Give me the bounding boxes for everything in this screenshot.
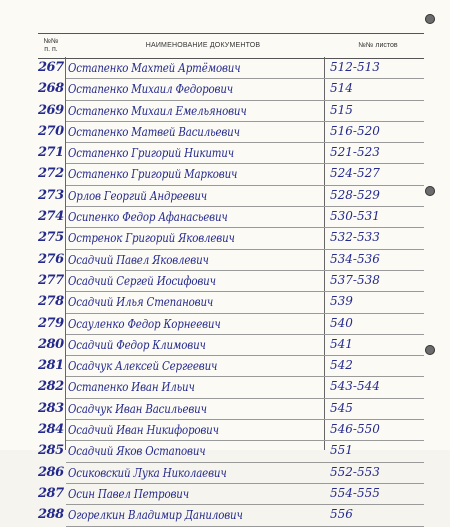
number-label-line2: п. п.	[44, 46, 58, 53]
row-number: 277	[38, 272, 64, 288]
row-number: 272	[38, 166, 64, 182]
document-name: Остапенко Иван Ильич	[68, 379, 195, 395]
sheet-numbers: 539	[330, 294, 353, 309]
sheet-numbers: 554-555	[330, 485, 380, 500]
table-row	[38, 186, 424, 207]
document-name: Остапенко Григорий Маркович	[68, 166, 238, 182]
row-number: 269	[38, 102, 64, 118]
document-name: Осин Павел Петрович	[68, 485, 189, 501]
table-row	[38, 58, 424, 79]
row-number: 278	[38, 294, 64, 310]
document-name: Остапенко Григорий Никитич	[68, 145, 234, 161]
table-row	[38, 335, 424, 356]
table-row	[38, 441, 424, 462]
document-name: Осадчий Илья Степанович	[68, 294, 214, 310]
documents-table	[38, 33, 424, 523]
column-header-number	[41, 38, 61, 54]
sheet-numbers: 528-529	[330, 187, 380, 202]
table-row	[38, 250, 424, 271]
table-row	[38, 271, 424, 292]
sheet-numbers: 546-550	[330, 422, 380, 437]
sheet-numbers: 537-538	[330, 272, 380, 287]
table-row	[38, 356, 424, 377]
sheet-numbers: 556	[330, 507, 353, 522]
table-row	[38, 228, 424, 249]
document-name: Осадчий Сергей Иосифович	[68, 272, 216, 288]
row-number: 287	[38, 485, 64, 501]
table-row	[38, 101, 424, 122]
sheet-numbers: 532-533	[330, 230, 380, 245]
sheet-numbers: 524-527	[330, 166, 380, 181]
sheet-numbers: 515	[330, 102, 353, 117]
table-header	[38, 33, 424, 59]
table-row	[38, 484, 424, 505]
sheet-numbers: 540	[330, 315, 353, 330]
row-number: 273	[38, 187, 64, 203]
row-number: 284	[38, 422, 64, 438]
document-name: Осадчий Павел Яковлевич	[68, 251, 209, 267]
row-number: 270	[38, 123, 64, 139]
table-row	[38, 164, 424, 185]
table-row	[38, 122, 424, 143]
sheet-numbers: 516-520	[330, 123, 380, 138]
document-name: Осадчий Яков Остапович	[68, 443, 206, 459]
document-name: Осадчук Иван Васильевич	[68, 400, 207, 416]
sheet-numbers: 514	[330, 81, 353, 96]
column-header-sheets: №№ листов	[358, 42, 398, 49]
document-name: Остапенко Матвей Васильевич	[68, 123, 240, 139]
document-name: Осадчук Алексей Сергеевич	[68, 358, 218, 374]
document-name: Остапенко Махтей Артёмович	[68, 60, 241, 75]
document-name: Огорелкин Владимир Данилович	[68, 507, 243, 523]
table-row	[38, 292, 424, 313]
punch-hole	[425, 14, 435, 24]
row-number: 268	[38, 81, 64, 97]
document-name: Осадчий Федор Климович	[68, 336, 206, 352]
document-name: Остапенко Михаил Федорович	[68, 81, 233, 97]
sheet-numbers: 512-513	[330, 60, 380, 74]
row-number: 285	[38, 443, 64, 459]
sheet-numbers: 543-544	[330, 379, 380, 394]
row-number: 275	[38, 230, 64, 246]
row-number: 267	[38, 60, 64, 75]
document-name: Осиковский Лука Николаевич	[68, 464, 227, 480]
table-row	[38, 463, 424, 484]
table-row	[38, 314, 424, 335]
row-number: 281	[38, 358, 64, 374]
row-number: 271	[38, 145, 64, 161]
sheet-numbers: 521-523	[330, 145, 380, 160]
row-number: 276	[38, 251, 64, 267]
sheet-numbers: 542	[330, 358, 353, 373]
document-name: Остренок Григорий Яковлевич	[68, 230, 235, 246]
document-name: Осадчий Иван Никифорович	[68, 422, 219, 438]
sheet-numbers: 545	[330, 400, 353, 415]
sheet-numbers: 541	[330, 336, 353, 351]
row-number: 286	[38, 464, 64, 480]
row-number: 283	[38, 400, 64, 416]
sheet-numbers: 551	[330, 443, 353, 458]
row-number: 288	[38, 507, 64, 523]
sheet-numbers: 534-536	[330, 251, 380, 266]
document-name: Осауленко Федор Корнеевич	[68, 315, 221, 331]
column-header-name: НАИМЕНОВАНИЕ ДОКУМЕНТОВ	[145, 42, 261, 49]
row-number: 274	[38, 209, 64, 225]
punch-hole	[425, 345, 435, 355]
sheet-numbers: 530-531	[330, 209, 380, 224]
document-name: Остапенко Михаил Емельянович	[68, 102, 247, 118]
row-number: 280	[38, 336, 64, 352]
table-row	[38, 207, 424, 228]
row-number: 282	[38, 379, 64, 395]
table-body	[38, 58, 424, 527]
table-row	[38, 79, 424, 100]
table-row	[38, 143, 424, 164]
punch-hole	[425, 186, 435, 196]
document-name: Осипенко Федор Афанасьевич	[68, 209, 228, 225]
row-number: 279	[38, 315, 64, 331]
table-row	[38, 377, 424, 398]
document-name: Орлов Георгий Андреевич	[68, 187, 207, 203]
table-row	[38, 505, 424, 526]
sheet-numbers: 552-553	[330, 464, 380, 479]
number-label-line1: №№	[43, 38, 59, 45]
table-row	[38, 420, 424, 441]
table-row	[38, 399, 424, 420]
